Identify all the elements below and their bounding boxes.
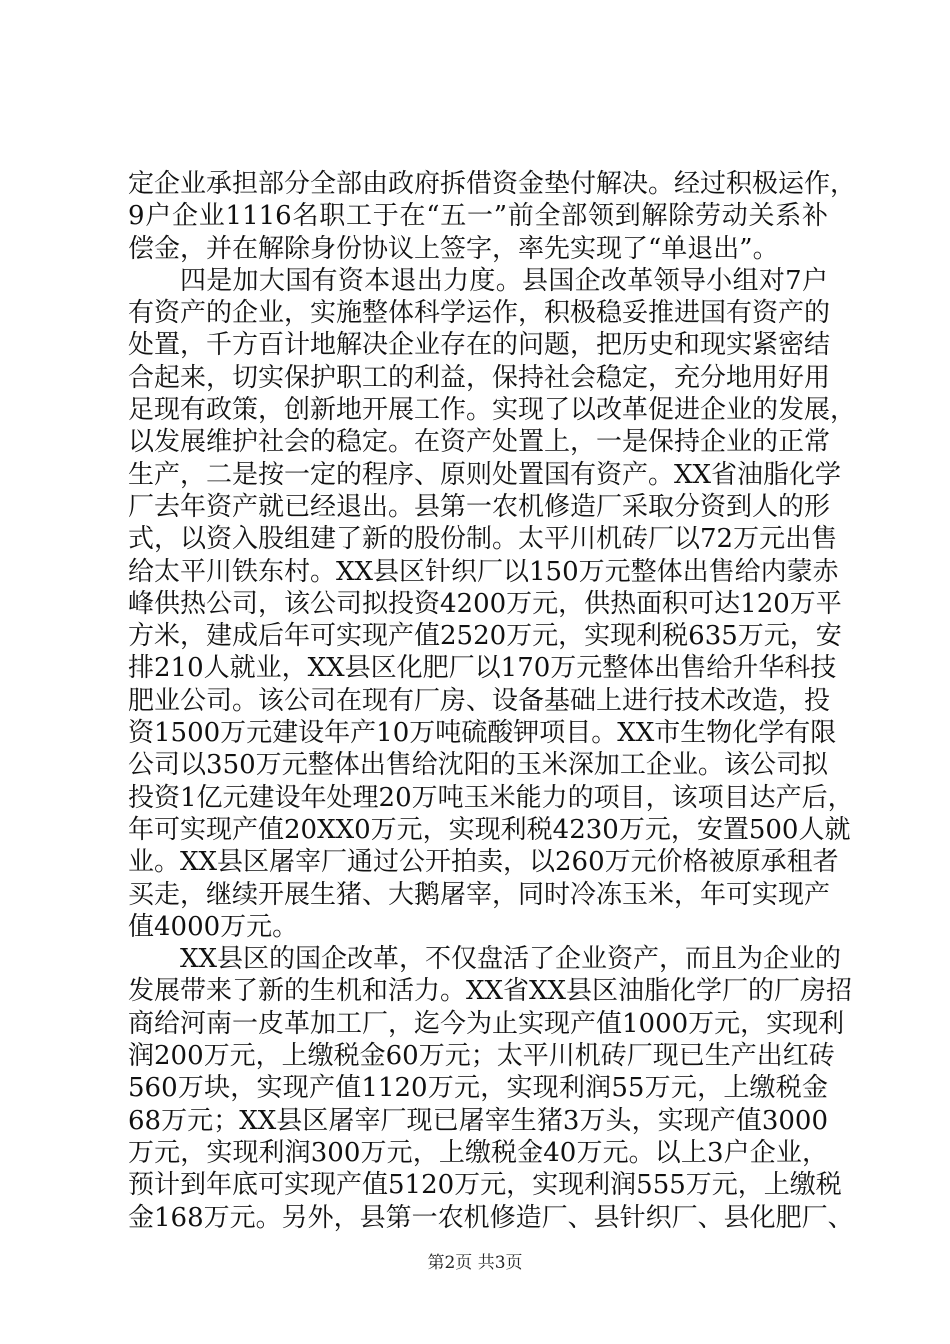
- text-line: 峰供热公司，该公司拟投资4200万元，供热面积可达120万平: [128, 588, 842, 619]
- text-line: XX县区的国企改革，不仅盘活了企业资产，而且为企业的: [180, 944, 842, 975]
- text-line: 润200万元，上缴税金60万元；太平川机砖厂现已生产出红砖: [128, 1041, 835, 1072]
- body-text: [128, 168, 857, 1234]
- text-line: 以发展维护社会的稳定。在资产处置上，一是保持企业的正常: [128, 427, 831, 458]
- page-number: 第2页 共3页: [427, 1253, 523, 1273]
- text-line: 肥业公司。该公司在现有厂房、设备基础上进行技术改造，投: [128, 685, 831, 716]
- text-line: 四是加大国有资本退出力度。县国企改革领导小组对7户: [180, 265, 828, 296]
- text-line: 排210人就业，XX县区化肥厂以170万元整体出售给升华科技: [128, 653, 837, 684]
- text-line: 生产，二是按一定的程序、原则处置国有资产。XX省油脂化学: [128, 459, 842, 490]
- text-line: 方米，建成后年可实现产值2520万元，实现利税635万元，安: [128, 621, 842, 652]
- text-line: 式，以资入股组建了新的股份制。太平川机砖厂以72万元出售: [128, 524, 838, 555]
- page-footer: [0, 1248, 950, 1273]
- text-line: 9户企业1116名职工于在“五一”前全部领到解除劳动关系补: [128, 201, 828, 232]
- text-line: 定企业承担部分全部由政府拆借资金垫付解决。经过积极运作，: [128, 169, 857, 199]
- text-line: 足现有政策，创新地开展工作。实现了以改革促进企业的发展，: [128, 395, 857, 426]
- text-line: 买走，继续开展生猪、大鹅屠宰，同时冷冻玉米，年可实现产: [128, 879, 831, 910]
- text-line: 68万元；XX县区屠宰厂现已屠宰生猪3万头，实现产值3000: [128, 1105, 828, 1136]
- text-line: 万元，实现利润300万元，上缴税金40万元。以上3户企业，: [128, 1137, 828, 1168]
- text-line: 公司以350万元整体出售给沈阳的玉米深加工企业。该公司拟: [128, 750, 828, 781]
- text-line: 投资1亿元建设年处理20万吨玉米能力的项目，该项目达产后，: [128, 782, 854, 813]
- text-line: 有资产的企业，实施整体科学运作，积极稳妥推进国有资产的: [128, 298, 831, 329]
- text-line: 偿金，并在解除身份协议上签字，率先实现了“单退出”。: [128, 233, 779, 264]
- text-line: 值4000万元。: [128, 911, 299, 942]
- text-line: 业。XX县区屠宰厂通过公开拍卖，以260万元价格被原承租者: [128, 847, 839, 878]
- text-line: 给太平川铁东村。XX县区针织厂以150万元整体出售给内蒙赤: [128, 556, 839, 587]
- text-line: 商给河南一皮革加工厂，迄今为止实现产值1000万元，实现利: [128, 1008, 845, 1039]
- text-line: 年可实现产值20XX0万元，实现利税4230万元，安置500人就: [128, 814, 851, 845]
- text-line: 厂去年资产就已经退出。县第一农机修造厂采取分资到人的形: [128, 491, 831, 522]
- text-line: 处置，千方百计地解决企业存在的问题，把历史和现实紧密结: [128, 330, 831, 361]
- text-line: 合起来，切实保护职工的利益，保持社会稳定，充分地用好用: [128, 362, 831, 393]
- text-line: 金168万元。另外，县第一农机修造厂、县针织厂、县化肥厂、: [128, 1202, 854, 1233]
- text-line: 560万块，实现产值1120万元，实现利润55万元，上缴税金: [128, 1073, 828, 1104]
- text-line: 预计到年底可实现产值5120万元，实现利润555万元，上缴税: [128, 1170, 842, 1201]
- text-line: 资1500万元建设年产10万吨硫酸钾项目。XX市生物化学有限: [128, 718, 837, 749]
- text-line: 发展带来了新的生机和活力。XX省XX县区油脂化学厂的厂房招: [128, 976, 853, 1007]
